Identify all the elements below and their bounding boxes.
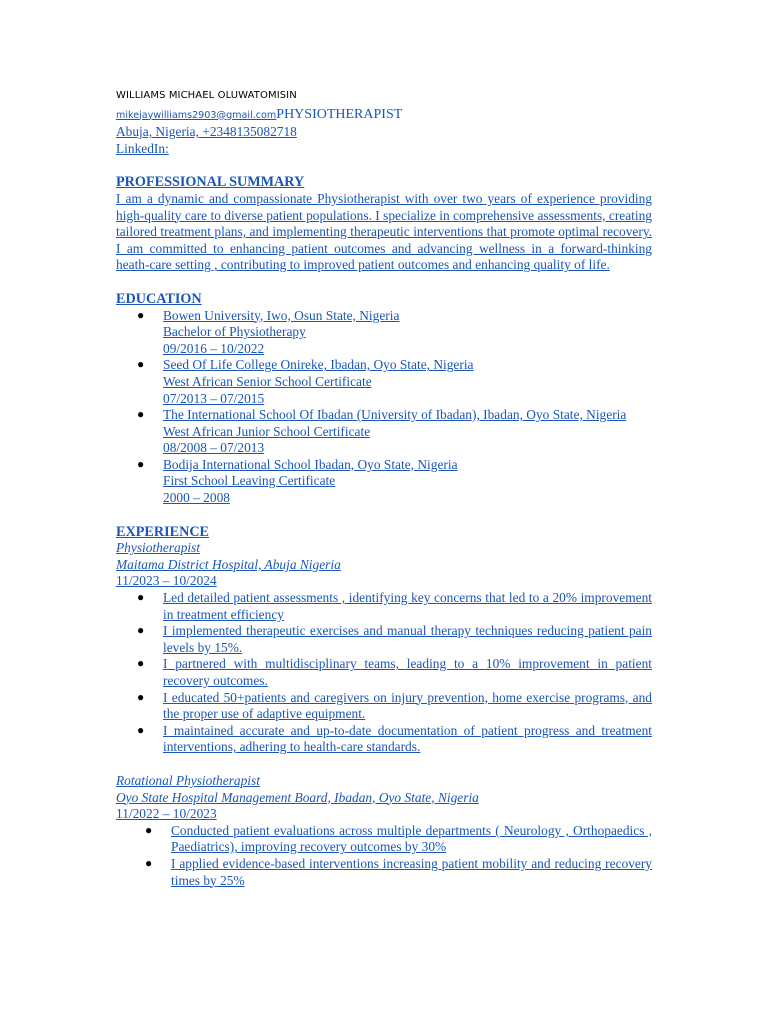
bullet-icon: ● <box>137 722 145 737</box>
contact-line <box>116 106 652 125</box>
bullet-icon: ● <box>137 689 145 704</box>
school-name: Bowen University, Iwo, Osun State, Nigeria <box>163 307 400 323</box>
list-item <box>116 308 652 358</box>
school-name: Seed Of Life College Onireke, Ibadan, Oyo State, Nigeria <box>163 357 474 373</box>
resume-page <box>116 88 652 889</box>
list-item <box>116 723 652 756</box>
list-item <box>116 856 652 889</box>
spacer <box>116 756 652 773</box>
job-dates: 11/2022 – 10/2023 <box>116 806 217 822</box>
list-item <box>116 357 652 407</box>
location-phone: Abuja, Nigeria, +2348135082718 <box>116 124 297 140</box>
bullet-text: I maintained accurate and up-to-date documentation of patient progress and treatment interventions, adhering to health-care standards. <box>163 722 652 755</box>
list-item <box>116 656 652 689</box>
job-bullets <box>116 823 652 889</box>
education-list <box>116 308 652 507</box>
list-item <box>116 823 652 856</box>
bullet-icon: ● <box>145 855 153 870</box>
summary-text: I am a dynamic and compassionate Physiotherapist with over two years of experience providing high-quality care to diverse patient populations. I specialize in comprehensive assessments, creating tailored treatment plans, and implementing therapeutic interventions that promote optimal recovery. I am committed to enhancing patient outcomes and advancing wellness in a forward-thinking heath-care setting , contributing to improved patient outcomes and enhancing quality of life. <box>116 190 652 273</box>
bullet-icon: ● <box>145 822 153 837</box>
dates: 07/2013 – 07/2015 <box>163 390 265 406</box>
job-dates: 11/2023 – 10/2024 <box>116 573 217 589</box>
degree: First School Leaving Certificate <box>163 473 336 489</box>
bullet-text: I partnered with multidisciplinary teams, leading to a 10% improvement in patient recovery outcomes. <box>163 656 652 688</box>
list-item <box>116 590 652 623</box>
bullet-text: Led detailed patient assessments , identifying key concerns that led to a 20% improvement in treatment efficiency <box>163 590 652 622</box>
bullet-text: Conducted patient evaluations across multiple departments ( Neurology , Orthopaedics , Paediatrics), improving recovery outcomes by 30% <box>171 822 652 855</box>
list-item <box>116 457 652 507</box>
bullet-icon: ● <box>137 656 145 671</box>
bullet-text: I educated 50+patients and caregivers on injury prevention, home exercise programs, and the proper use of adaptive equipment. <box>163 689 652 722</box>
bullet-icon: ● <box>137 307 145 322</box>
experience-heading: EXPERIENCE <box>116 523 210 540</box>
school-name: The International School Of Ibadan (University of Ibadan), Ibadan, Oyo State, Nigeria <box>163 407 627 423</box>
employer: Oyo State Hospital Management Board, Ibadan, Oyo State, Nigeria <box>116 789 479 805</box>
school-name: Bodija International School Ibadan, Oyo State, Nigeria <box>163 456 458 472</box>
degree: Bachelor of Physiotherapy <box>163 324 306 340</box>
candidate-name: WILLIAMS MICHAEL OLUWATOMISIN <box>116 90 297 101</box>
bullet-icon: ● <box>137 407 145 422</box>
bullet-icon: ● <box>137 623 145 638</box>
list-item <box>116 407 652 457</box>
list-item <box>116 623 652 656</box>
bullet-text: I applied evidence-based interventions increasing patient mobility and reducing recovery times by 25% <box>171 855 652 888</box>
linkedin-link[interactable]: LinkedIn: <box>116 140 169 156</box>
dates: 2000 – 2008 <box>163 490 230 506</box>
job-title: Rotational Physiotherapist <box>116 772 260 788</box>
degree: West African Junior School Certificate <box>163 423 371 439</box>
summary-heading: PROFESSIONAL SUMMARY <box>116 174 305 191</box>
bullet-icon: ● <box>137 590 145 605</box>
bullet-icon: ● <box>137 357 145 372</box>
role-title: PHYSIOTHERAPIST <box>276 106 403 122</box>
job-title: Physiotherapist <box>116 540 201 556</box>
email-link[interactable]: mikejaywilliams2903@gmail.com <box>116 109 277 121</box>
job-bullets <box>116 590 652 756</box>
dates: 09/2016 – 10/2022 <box>163 340 265 356</box>
bullet-icon: ● <box>137 456 145 471</box>
employer: Maitama District Hospital, Abuja Nigeria <box>116 556 341 572</box>
education-heading: EDUCATION <box>116 290 202 307</box>
bullet-text: I implemented therapeutic exercises and manual therapy techniques reducing patient pain levels by 15%. <box>163 623 652 655</box>
degree: West African Senior School Certificate <box>163 373 372 389</box>
list-item <box>116 690 652 723</box>
dates: 08/2008 – 07/2013 <box>163 440 265 456</box>
